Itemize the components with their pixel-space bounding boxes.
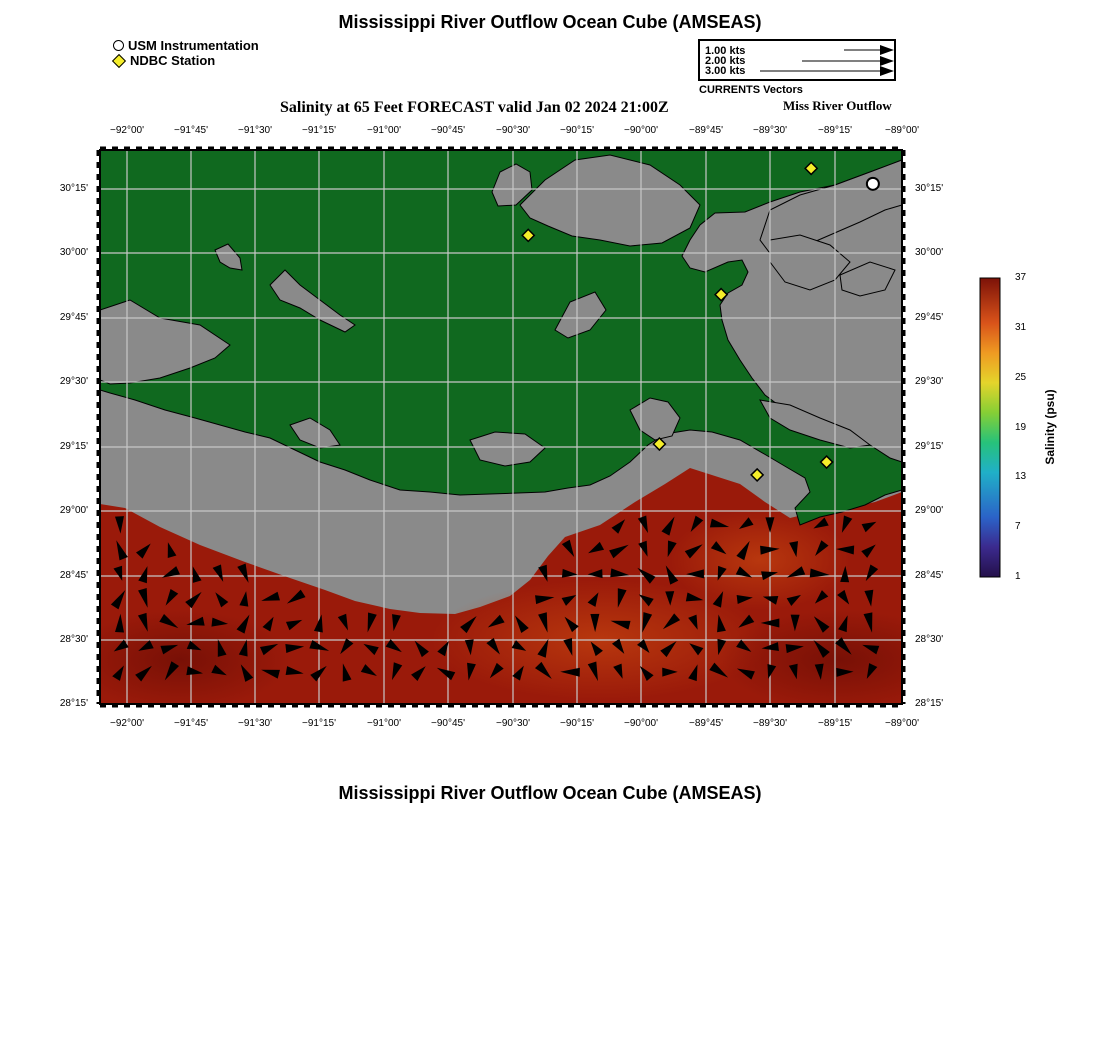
- colorbar-tick: 37: [1015, 272, 1027, 283]
- vector-key-row-3: 3.00 kts: [705, 65, 746, 77]
- lon-tick-top: −91°30': [238, 125, 272, 136]
- lon-tick-top: −90°45': [431, 125, 465, 136]
- lon-tick-top: −89°45': [689, 125, 723, 136]
- map-title: Mississippi River Outflow Ocean Cube (AMSEAS): [338, 12, 762, 32]
- lon-tick-bottom: −91°45': [174, 718, 208, 729]
- lat-tick-right: 29°45': [915, 312, 944, 323]
- lat-tick-left: 30°00': [59, 247, 88, 258]
- lon-tick-top: −91°45': [174, 125, 208, 136]
- colorbar-title: Salinity (psu): [1043, 389, 1057, 465]
- lon-tick-bottom: −89°45': [689, 718, 723, 729]
- lat-tick-left: 28°15': [59, 698, 88, 709]
- salinity-gradient-dark-2: [70, 610, 290, 710]
- lat-tick-left: 29°45': [59, 312, 88, 323]
- colorbar-tick: 25: [1015, 371, 1027, 383]
- lon-tick-bottom: −89°00': [885, 718, 919, 729]
- lat-tick-left: 28°45': [59, 570, 88, 581]
- lat-tick-left: 28°30': [59, 634, 88, 645]
- lat-tick-left: 29°30': [59, 376, 88, 387]
- lon-tick-top: −91°15': [302, 125, 336, 136]
- lat-tick-right: 30°00': [915, 247, 944, 258]
- bottom-title: Mississippi River Outflow Ocean Cube (AMSEAS): [338, 783, 762, 803]
- lon-tick-top: −92°00': [110, 125, 144, 136]
- lon-tick-top: −89°00': [885, 125, 919, 136]
- vector-key-caption: CURRENTS Vectors: [699, 84, 803, 96]
- lat-tick-right: 28°15': [915, 698, 944, 709]
- lon-tick-top: −89°30': [753, 125, 787, 136]
- lon-tick-bottom: −90°45': [431, 718, 465, 729]
- legend-usm-label: USM Instrumentation: [128, 38, 259, 53]
- lon-tick-bottom: −91°30': [238, 718, 272, 729]
- lon-tick-top: −90°00': [624, 125, 658, 136]
- colorbar-tick: 31: [1015, 321, 1027, 333]
- colorbar-tick: 1: [1015, 571, 1021, 582]
- usm-station-icon[interactable]: [867, 178, 879, 190]
- lat-tick-right: 29°30': [915, 376, 944, 387]
- lon-tick-bottom: −90°30': [496, 718, 530, 729]
- colorbar-tick: 13: [1015, 471, 1027, 483]
- lat-tick-right: 28°30': [915, 634, 944, 645]
- lon-tick-bottom: −91°15': [302, 718, 336, 729]
- lat-tick-left: 29°00': [59, 505, 88, 516]
- lon-tick-top: −90°30': [496, 125, 530, 136]
- lat-tick-right: 30°15': [915, 183, 944, 194]
- lat-tick-right: 28°45': [915, 570, 944, 581]
- lon-tick-top: −90°15': [560, 125, 594, 136]
- region-label: Miss River Outflow: [783, 98, 892, 113]
- colorbar: [980, 278, 1000, 577]
- map-subtitle: Salinity at 65 Feet FORECAST valid Jan 02 2024 21:00Z: [280, 99, 669, 116]
- legend-ndbc-label: NDBC Station: [130, 53, 216, 68]
- lat-tick-right: 29°15': [915, 441, 944, 452]
- vector-key-row-2: 2.00 kts: [705, 55, 746, 67]
- lon-tick-bottom: −91°00': [367, 718, 401, 729]
- lon-tick-bottom: −90°15': [560, 718, 594, 729]
- vector-key-row-1: 1.00 kts: [705, 45, 746, 57]
- lon-tick-bottom: −90°00': [624, 718, 658, 729]
- lat-tick-left: 30°15': [59, 183, 88, 194]
- lat-tick-left: 29°15': [59, 441, 88, 452]
- lon-tick-top: −89°15': [818, 125, 852, 136]
- lon-tick-bottom: −89°30': [753, 718, 787, 729]
- lon-tick-bottom: −92°00': [110, 718, 144, 729]
- colorbar-tick: 19: [1015, 421, 1027, 433]
- colorbar-tick: 7: [1015, 521, 1021, 533]
- lon-tick-bottom: −89°15': [818, 718, 852, 729]
- lat-tick-right: 29°00': [915, 505, 944, 516]
- salinity-gradient-dark: [720, 610, 960, 710]
- lon-tick-top: −91°00': [367, 125, 401, 136]
